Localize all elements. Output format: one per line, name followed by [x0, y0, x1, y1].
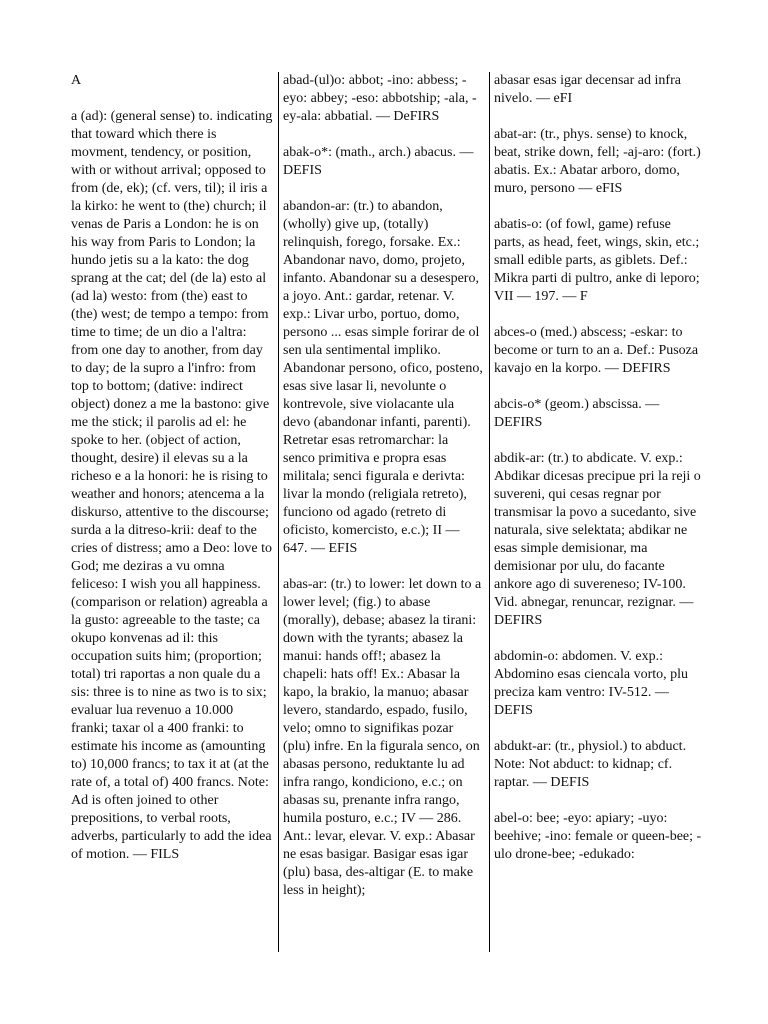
section-letter: A	[71, 73, 82, 88]
dictionary-entry: abdik-ar: (tr.) to abdicate. V. exp.: Abdikar dicesas precipue pri la reji o suvereni, qui cesas regnar por transmisar la povo a sucedanto, sive naturala, sive selektata; abdikar ne esas simple demisionar, ma demisionar por ulu, do facante ankore ago di suvereneso; IV-100. Vid. abnegar, renuncar, rezignar. — DEFIRS	[494, 451, 701, 628]
column-divider	[489, 72, 490, 952]
dictionary-entry: abel-o: bee; -eyo: apiary; -uyo: beehive; -ino: female or queen-bee; -ulo drone-bee; -edukado:	[494, 811, 702, 862]
column-1	[71, 72, 273, 882]
dictionary-entry: abad-(ul)o: abbot; -ino: abbess; -eyo: abbey; -eso: abbotship; -ala, -ey-ala: abbatial. — DeFIRS	[283, 73, 477, 124]
column-divider	[278, 72, 279, 952]
dictionary-entry: abandon-ar: (tr.) to abandon, (wholly) give up, (totally) relinquish, forego, forsake. Ex.: Abandonar navo, domo, projeto, infanto. Abandonar su a desespero, a joyo. Ant.: gardar, retenar. V. exp.: Livar urbo, portuo, domo, persono ... esas simple forirar de ol sen ula sentimental impliko. Abandonar persono, ofico, posteno, esas sive lasar li, nevolunte o kontrevole, sive violacante ula devo (abandonar infanti, parenti). Retretar esas retromarchar: la senco primitiva e propra esas militala; senci figurala e derivta: livar la mondo (religiala retreto), funciono od agado (retreto di oficisto, komercisto, e.c.); II — 647. — EFIS	[283, 199, 483, 556]
dictionary-entry: abdomin-o: abdomen. V. exp.: Abdomino esas ciencala vorto, plu preciza kam ventro: IV-512. — DEFIS	[494, 649, 689, 718]
dictionary-entry: abak-o*: (math., arch.) abacus. — DEFIS	[283, 145, 474, 178]
dictionary-entry: abces-o (med.) abscess; -eskar: to become or turn to an a. Def.: Pusoza kavajo en la korpo. — DEFIRS	[494, 325, 699, 376]
column-3	[494, 72, 702, 882]
dictionary-entry: abat-ar: (tr., phys. sense) to knock, beat, strike down, fell; -aj-aro: (fort.) abatis. Ex.: Abatar arboro, domo, muro, persono — eFIS	[494, 127, 701, 196]
dictionary-entry: a (ad): (general sense) to. indicating that toward which there is movment, tendency, or position, with or without arrival; opposed to from (de, ek); (cf. vers, til); il iris a la kirko: he went to (the) church; il venas de Paris a London: he is on his way from Paris to London; la hundo jetis su a la kato: the dog sprang at the cat; del (de la) esto al (ad la) westo: from (the) east to (the) west; de tempo a tempo: from time to time; de un dio a l'altra: from one day to another, from day to day; de la supro a l'infro: from top to bottom; (dative: indirect object) donez a me la bastono: give me the stick; il parolis ad el: he spoke to her. (object of action, thought, desire) il elevas su a la richeso e a la honori: he is rising to weather and honors; atencema a la diskurso, attentive to the discourse; surda a la ditreso-krii: deaf to the cries of distress; amo a Deo: love to God; me deziras a vu omna feliceso: I wish you all happiness. (comparison or relation) agreabla a la gusto: agreeable to the taste; ca okupo konvenas ad il: this occupation suits him; (proportion; total) tri raportas a non quale du a sis: three is to nine as two is to six; evaluar lua revenuo a 10.000 franki; taxar ol a 400 franki: to estimate his income as (amounting to) 10,000 francs; to tax it at (at the rate of, a total of) 400 francs. Note: Ad is often joined to other prepositions, to verbal roots, adverbs, particularly to add the idea of motion. — FILS	[71, 109, 273, 862]
dictionary-entry: abas-ar: (tr.) to lower: let down to a lower level; (fig.) to abase (morally), debase; abasez la tirani: down with the tyrants; abasez la manui: hands off!; abasez la chapeli: hats off! Ex.: Abasar la kapo, la brakio, la manuo; abasar levero, standardo, espado, fusilo, velo; omno to signifikas pozar (plu) infre. En la figurala senco, on abasas persono, reduktante lu ad infra rango, kondiciono, e.c.; on abasas su, prenante infra rango, humila posturo, e.c.; IV — 286. Ant.: levar, elevar. V. exp.: Abasar ne esas basigar. Basigar esas igar (plu) basa, des-altigar (E. to make less in height);	[283, 577, 482, 898]
dictionary-entry: abasar esas igar decensar ad infra nivelo. — eFI	[494, 73, 681, 106]
dictionary-entry: abdukt-ar: (tr., physiol.) to abduct. Note: Not abduct: to kidnap; cf. raptar. — DEFIS	[494, 739, 687, 790]
dictionary-entry: abatis-o: (of fowl, game) refuse parts, as head, feet, wings, skin, etc.; small edible parts, as giblets. Def.: Mikra parti di pultro, anke di leporo; VII — 197. — F	[494, 217, 700, 304]
dictionary-entry: abcis-o* (geom.) abscissa. — DEFIRS	[494, 397, 660, 430]
column-2	[283, 72, 483, 918]
